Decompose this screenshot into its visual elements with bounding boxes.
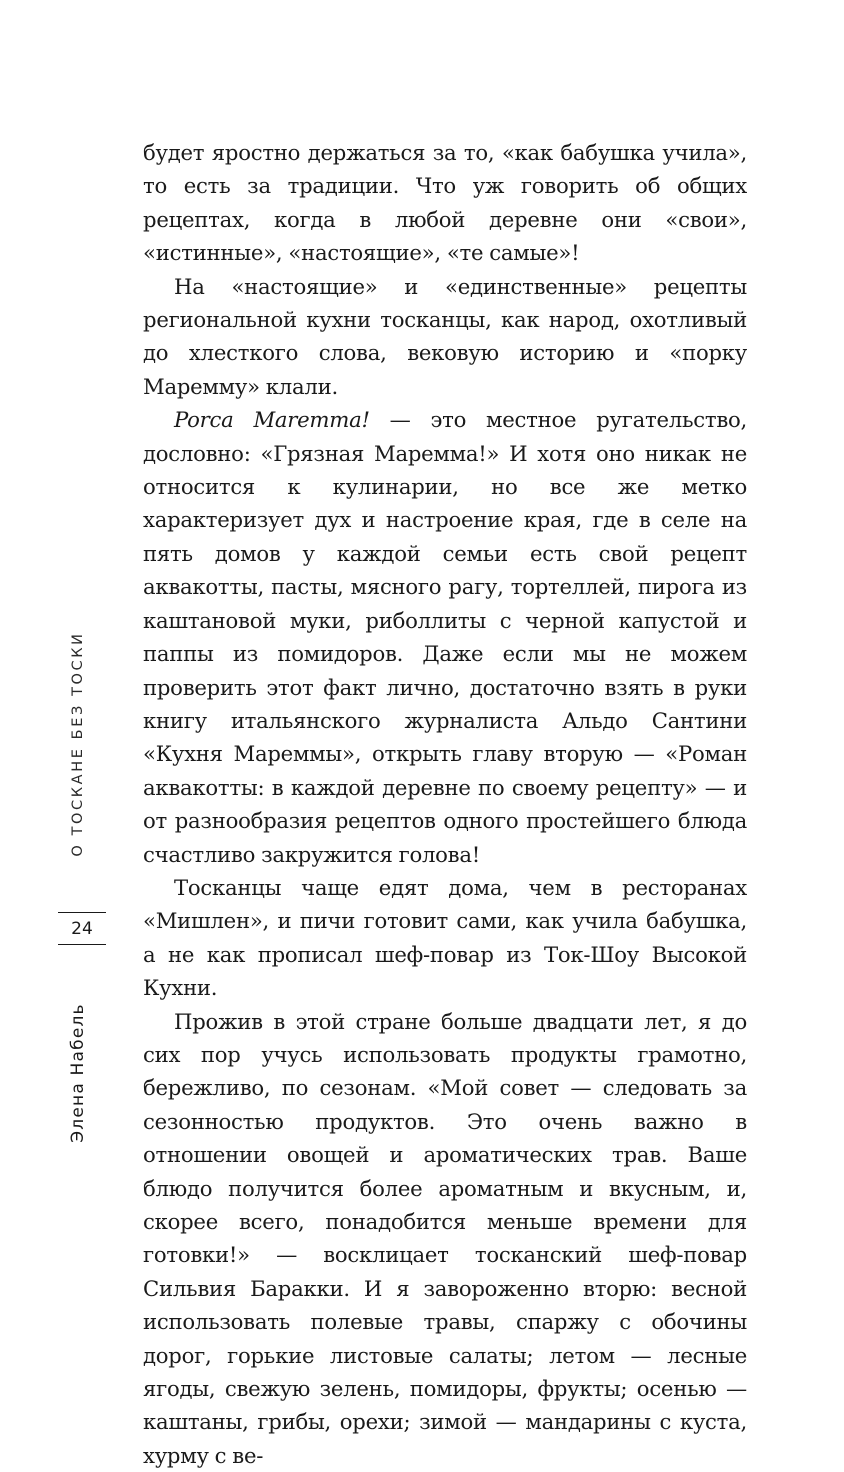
paragraph bbox=[143, 1005, 747, 1472]
paragraph-text: На «настоящие» и «единственные» рецепты региональной кухни тосканцы, как народ, охотливый до хлесткого слова, вековую историю и «порку Маремму» клали. bbox=[143, 273, 747, 399]
paragraph bbox=[143, 270, 747, 404]
running-head bbox=[58, 624, 98, 864]
paragraph bbox=[143, 136, 747, 270]
paragraph-text: Тосканцы чаще едят дома, чем в ресторанах «Мишлен», и пичи готовит сами, как учила бабушка, а не как прописал шеф-повар из Ток-Шоу Высокой Кухни. bbox=[143, 874, 747, 1001]
paragraph-text: — это местное ругательство, дословно: «Грязная Маремма!» И хотя оно никак не относится к кулинарии, но все же метко характеризует дух и настроение края, где в селе на пять домов у каждой семьи есть свой рецепт аквакотты, пасты, мясного рагу, тортеллей, пирога из каштановой муки, риболлиты с черной капустой и паппы из помидоров. Даже если мы не можем проверить этот факт лично, достаточно взять в руки книгу итальянского журналиста Альдо Сантини «Кухня Мареммы», открыть главу вторую — «Роман аквакотты: в каждой деревне по своему рецепту» — и от разнообразия рецептов одного простейшего блюда счастливо закружится голова! bbox=[143, 407, 747, 867]
page-number: 24 bbox=[71, 919, 93, 939]
folio-rule-bottom bbox=[58, 944, 106, 945]
paragraph-text: Прожив в этой стране больше двадцати лет, я до сих пор учусь использовать продукты грамотно, бережливо, по сезонам. «Мой совет — следовать за сезонностью продуктов. Это очень важно в отношении овощей и ароматических трав. Ваше блюдо получится более ароматным и вкусным, и, скорее всего, понадобится меньше времени для готовки!» — восклицает тосканский шеф-повар Сильвия Баракки. И я завороженно вторю: весной использовать полевые травы, спаржу с обочины дорог, горькие листовые салаты; летом — лесные ягоды, свежую зелень, помидоры, фрукты; осенью — каштаны, грибы, орехи; зимой — мандарины с куста, хурму с ве- bbox=[143, 1008, 747, 1468]
italic-phrase: Porca Maremma! bbox=[174, 407, 370, 433]
author-name: Элена Набель bbox=[68, 1003, 88, 1143]
paragraph bbox=[143, 403, 747, 871]
paragraph bbox=[143, 871, 747, 1005]
running-head-text: О ТОСКАНЕ БЕЗ ТОСКИ bbox=[70, 631, 86, 857]
author-line bbox=[58, 998, 98, 1148]
body-text bbox=[143, 136, 747, 1472]
paragraph-text: будет яростно держаться за то, «как бабушка учила», то есть за традиции. Что уж говорить об общих рецептах, когда в любой деревне они «свои», «истинные», «настоящие», «те самые»! bbox=[143, 140, 747, 266]
folio-rule-top bbox=[58, 912, 106, 913]
